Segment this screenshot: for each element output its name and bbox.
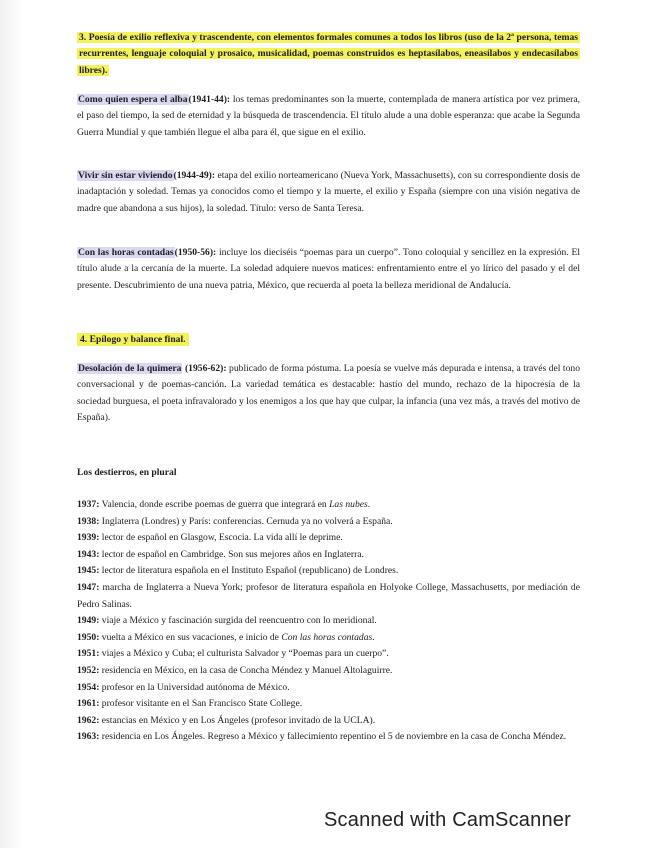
destierros-timeline	[77, 497, 580, 746]
timeline-entry	[77, 630, 580, 647]
book-text: publicado de forma póstuma. La poesía se vuelve más depurada e intensa, a través del tono conversacional y de poemas-canción. La variedad temática es destacable: hastío del mundo, rechazo de la hipocresía de la sociedad burguesa, el poeta infravalorado y los enemigos a los que hay que culpar, la infancia (una vez más, a través del motivo de España).	[77, 363, 580, 424]
book-text: etapa del exilio norteamericano (Nueva York, Massachusetts), con su correspondiente dosis de inadaptación y soledad. Temas ya conocidos como el tiempo y la muerte, el exilio y España (siempre con una visión negativa de madre que abandona a sus hijos), la soledad. Título: verso de Santa Teresa.	[77, 170, 581, 214]
timeline-year: 1939:	[77, 532, 100, 544]
timeline-text-end: .	[367, 499, 371, 510]
timeline-year: 1961:	[77, 698, 100, 710]
timeline-year: 1937:	[77, 499, 100, 510]
timeline-entry	[77, 680, 580, 697]
book-title: Con las horas contadas	[78, 247, 174, 258]
book-dates: (1950-56):	[174, 247, 217, 258]
timeline-text: Valencia, donde escribe poemas de guerra que integrará en	[99, 499, 330, 510]
timeline-year: 1945:	[77, 565, 100, 577]
timeline-text: lector de español en Cambridge. Son sus mejores años en Inglaterra.	[99, 548, 364, 560]
timeline-text: residencia en Los Ángeles. Regreso a México y fallecimiento repentino el 5 de noviembre en la casa de Concha Méndez.	[99, 731, 567, 743]
section-3-text: 3. Poesía de exilio reflexiva y trascendente, con elementos formales comunes a todos los libros (uso de la 2ª persona, temas recurrentes, lenguaje coloquial y prosaico, musicalidad, poemas construidos es heptasílabos, eneasílabos y endecasílabos libres).	[79, 32, 578, 76]
timeline-year: 1962:	[77, 714, 100, 726]
timeline-year: 1947:	[77, 581, 100, 593]
book-text: los temas predominantes son la muerte, contemplada de manera artística por vez primera, el paso del tiempo, la sed de eternidad y la búsqueda de trascendencia. El título alude a una doble esperanza: que acabe la Segunda Guerra Mundial y que también llegue el alba para él, que sigue en el exilio.	[77, 94, 580, 138]
timeline-year: 1949:	[77, 615, 100, 627]
destierros-heading-text: Los destierros, en plural	[77, 467, 177, 478]
book-title: Vivir sin estar viviendo	[78, 170, 173, 181]
scanner-watermark: Scanned with CamScanner	[324, 809, 571, 831]
timeline-text: lector de literatura española en el Instituto Español (republicano) de Londres.	[99, 565, 399, 577]
section-4-heading	[77, 332, 580, 348]
book-paragraph-1	[77, 92, 580, 141]
destierros-heading	[77, 465, 580, 481]
timeline-year: 1943:	[77, 548, 100, 560]
timeline-year: 1951:	[77, 648, 100, 660]
timeline-entry	[77, 713, 580, 730]
desolacion-paragraph	[77, 361, 580, 427]
section-4-text: 4. Epílogo y balance final.	[77, 333, 189, 346]
book-paragraph-2	[77, 168, 580, 217]
timeline-entry	[77, 696, 580, 713]
book-text: incluye los dieciséis “poemas para un cuerpo”. Tono coloquial y sencillez en la expresión. El título alude a la cercanía de la muerte. La soledad adquiere nuevos matices: enfrentamiento entre el yo lírico del pasado y el del presente. Descubrimiento de una nueva patria, México, que recuerda al poeta la belleza meridional de Andalucía.	[77, 247, 580, 291]
timeline-year: 1952:	[77, 664, 100, 676]
timeline-entry	[77, 646, 580, 663]
timeline-entry	[77, 563, 580, 580]
book-dates: (1944-49):	[173, 170, 216, 181]
book-dates: (1956-62):	[184, 363, 227, 374]
timeline-entry	[77, 613, 580, 630]
timeline-text: residencia en México, en la casa de Concha Méndez y Manuel Altolaguirre.	[99, 664, 393, 676]
timeline-text-end: .	[372, 631, 375, 643]
timeline-year: 1954:	[77, 681, 100, 693]
timeline-text: vuelta a México en sus vacaciones, e inicio de	[99, 631, 282, 643]
timeline-text: viaje a México y fascinación surgida del reencuentro con lo meridional.	[99, 615, 377, 627]
timeline-text: marcha de Inglaterra a Nueva York; profesor de literatura española en Holyoke College, Massachusetts, por mediación de Pedro Salinas.	[77, 581, 580, 610]
timeline-text: profesor visitante en el San Francisco State College.	[99, 698, 303, 710]
timeline-text: lector de español en Glasgow, Escocia. La vida allí le deprime.	[99, 532, 343, 544]
timeline-year: 1950:	[77, 631, 100, 643]
timeline-book-title: Con las horas contadas	[281, 631, 373, 643]
book-title: Desolación de la quimera	[78, 363, 182, 374]
timeline-entry	[77, 514, 580, 531]
timeline-book-title: Las nubes	[329, 499, 368, 510]
timeline-entry	[77, 497, 580, 514]
timeline-entry	[77, 580, 580, 613]
page-edge-shadow	[0, 0, 22, 848]
timeline-entry	[77, 547, 580, 564]
timeline-text: Inglaterra (Londres) y París: conferencias. Cernuda ya no volverá a España.	[99, 515, 393, 527]
timeline-year: 1938:	[77, 515, 100, 527]
timeline-entry	[77, 663, 580, 680]
timeline-entry	[77, 530, 580, 547]
section-3-heading	[77, 30, 580, 79]
timeline-text: viajes a México y Cuba; el culturista Salvador y “Poemas para un cuerpo”.	[99, 648, 389, 660]
timeline-text: estancias en México y en Los Ángeles (profesor invitado de la UCLA).	[99, 714, 376, 726]
timeline-entry	[77, 729, 580, 746]
timeline-year: 1963:	[77, 731, 100, 743]
timeline-text: profesor en la Universidad autónoma de México.	[99, 681, 290, 693]
book-paragraph-3	[77, 245, 580, 294]
book-title: Como quien espera el alba	[78, 94, 188, 105]
book-dates: (1941-44):	[188, 94, 231, 105]
